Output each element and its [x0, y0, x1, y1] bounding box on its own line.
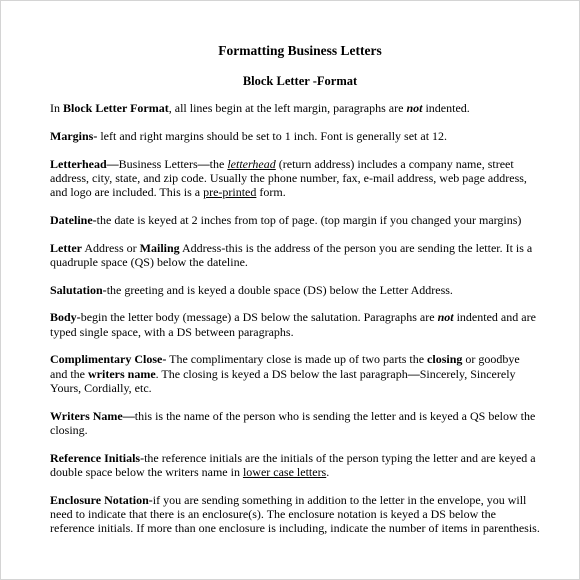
text-run: . The closing is keyed a DS below the last paragraph — [155, 366, 408, 381]
term-body: Body- — [50, 310, 81, 325]
text-run: , all lines begin at the left margin, paragraphs are — [168, 101, 407, 115]
document-content — [50, 42, 540, 549]
text-run: Address-this is the address of the person you are sending the letter. It is a quadruple space (QS) below the dateline. — [50, 240, 533, 269]
text-run: Sincerely, Sincerely Yours, Cordially, etc. — [50, 366, 516, 395]
document-subtitle: Block Letter -Format — [242, 74, 358, 88]
term-mailing: Mailing — [139, 240, 180, 255]
text-run: left and right margins should be set to 1 inch. Font is generally set at 12. — [97, 128, 448, 143]
paragraph-writers-name — [50, 409, 540, 437]
text-run: the date is keyed at 2 inches from top of page. (top margin if you changed your margins) — [96, 212, 522, 227]
paragraph-body — [50, 310, 540, 338]
text-run: . — [326, 464, 330, 479]
paragraph-enclosure-notation — [50, 493, 540, 536]
emphasis-letterhead: letterhead — [227, 156, 276, 171]
text-run: Business Letters — [118, 156, 198, 171]
text-run: begin the letter body (message) a DS below the salutation. Paragraphs are — [80, 310, 438, 325]
text-run: this is the name of the person who is sending the letter and is keyed a QS below the closing. — [50, 408, 536, 437]
paragraph-salutation — [50, 283, 540, 297]
paragraph-reference-initials — [50, 451, 540, 479]
term-letter: Letter — [50, 240, 82, 255]
text-run: if you are sending something in addition to the letter in the envelope, you will need to indicate that there is an enclosure(s). The enclosure notation is keyed a DS below the reference initials. If more than one enclosure is including, indicate the number of items in parenthesis. — [50, 492, 540, 535]
text-run: indented. — [422, 101, 470, 115]
paragraph-dateline — [50, 213, 540, 227]
term-complimentary-close: Complimentary Close- — [50, 352, 167, 367]
paragraph-margins — [50, 129, 540, 143]
text-run: Address or — [81, 240, 140, 255]
term-salutation: Salutation- — [50, 282, 107, 297]
term-writers-name: Writers Name— — [50, 408, 135, 423]
emphasis-pre-printed: pre-printed — [203, 185, 257, 199]
term-margins: Margins- — [50, 128, 98, 143]
term-reference-initials: Reference Initials- — [50, 450, 145, 465]
paragraph-letter-address — [50, 241, 540, 269]
text-run: In — [50, 101, 63, 115]
term-enclosure-notation: Enclosure Notation- — [50, 492, 153, 507]
text-run: (return address) includes a company name, street address, city, state, and zip code. Usually the phone number, fax, e-mail address, web page address, and logo are included. This is a — [50, 156, 527, 199]
term-block-letter-format: Block Letter Format — [63, 101, 169, 115]
text-run: the greeting and is keyed a double space (DS) below the Letter Address. — [106, 282, 453, 297]
term-writers-name: writers name — [88, 366, 156, 381]
text-run: — — [407, 366, 420, 381]
paragraph-letterhead — [50, 157, 540, 200]
term-letterhead: Letterhead— — [50, 156, 119, 171]
text-run: the reference initials are the initials of the person typing the letter and are keyed a double space below the writers name in — [50, 450, 536, 479]
text-run: form. — [256, 185, 286, 199]
paragraph-intro — [50, 101, 540, 115]
text-run: — — [197, 156, 210, 171]
term-closing: closing — [427, 352, 463, 367]
text-run: The complimentary close is made up of two parts the — [166, 352, 428, 367]
emphasis-not: not — [437, 310, 454, 325]
emphasis-not: not — [406, 101, 423, 115]
document-title: Formatting Business Letters — [218, 43, 382, 58]
text-run: or goodbye and the — [50, 352, 520, 381]
term-dateline: Dateline- — [50, 212, 97, 227]
text-run: the — [209, 156, 228, 171]
paragraph-complimentary-close — [50, 352, 540, 395]
emphasis-lower-case-letters: lower case letters — [242, 464, 327, 479]
text-run: indented and are typed single space, with a DS between paragraphs. — [50, 310, 536, 339]
